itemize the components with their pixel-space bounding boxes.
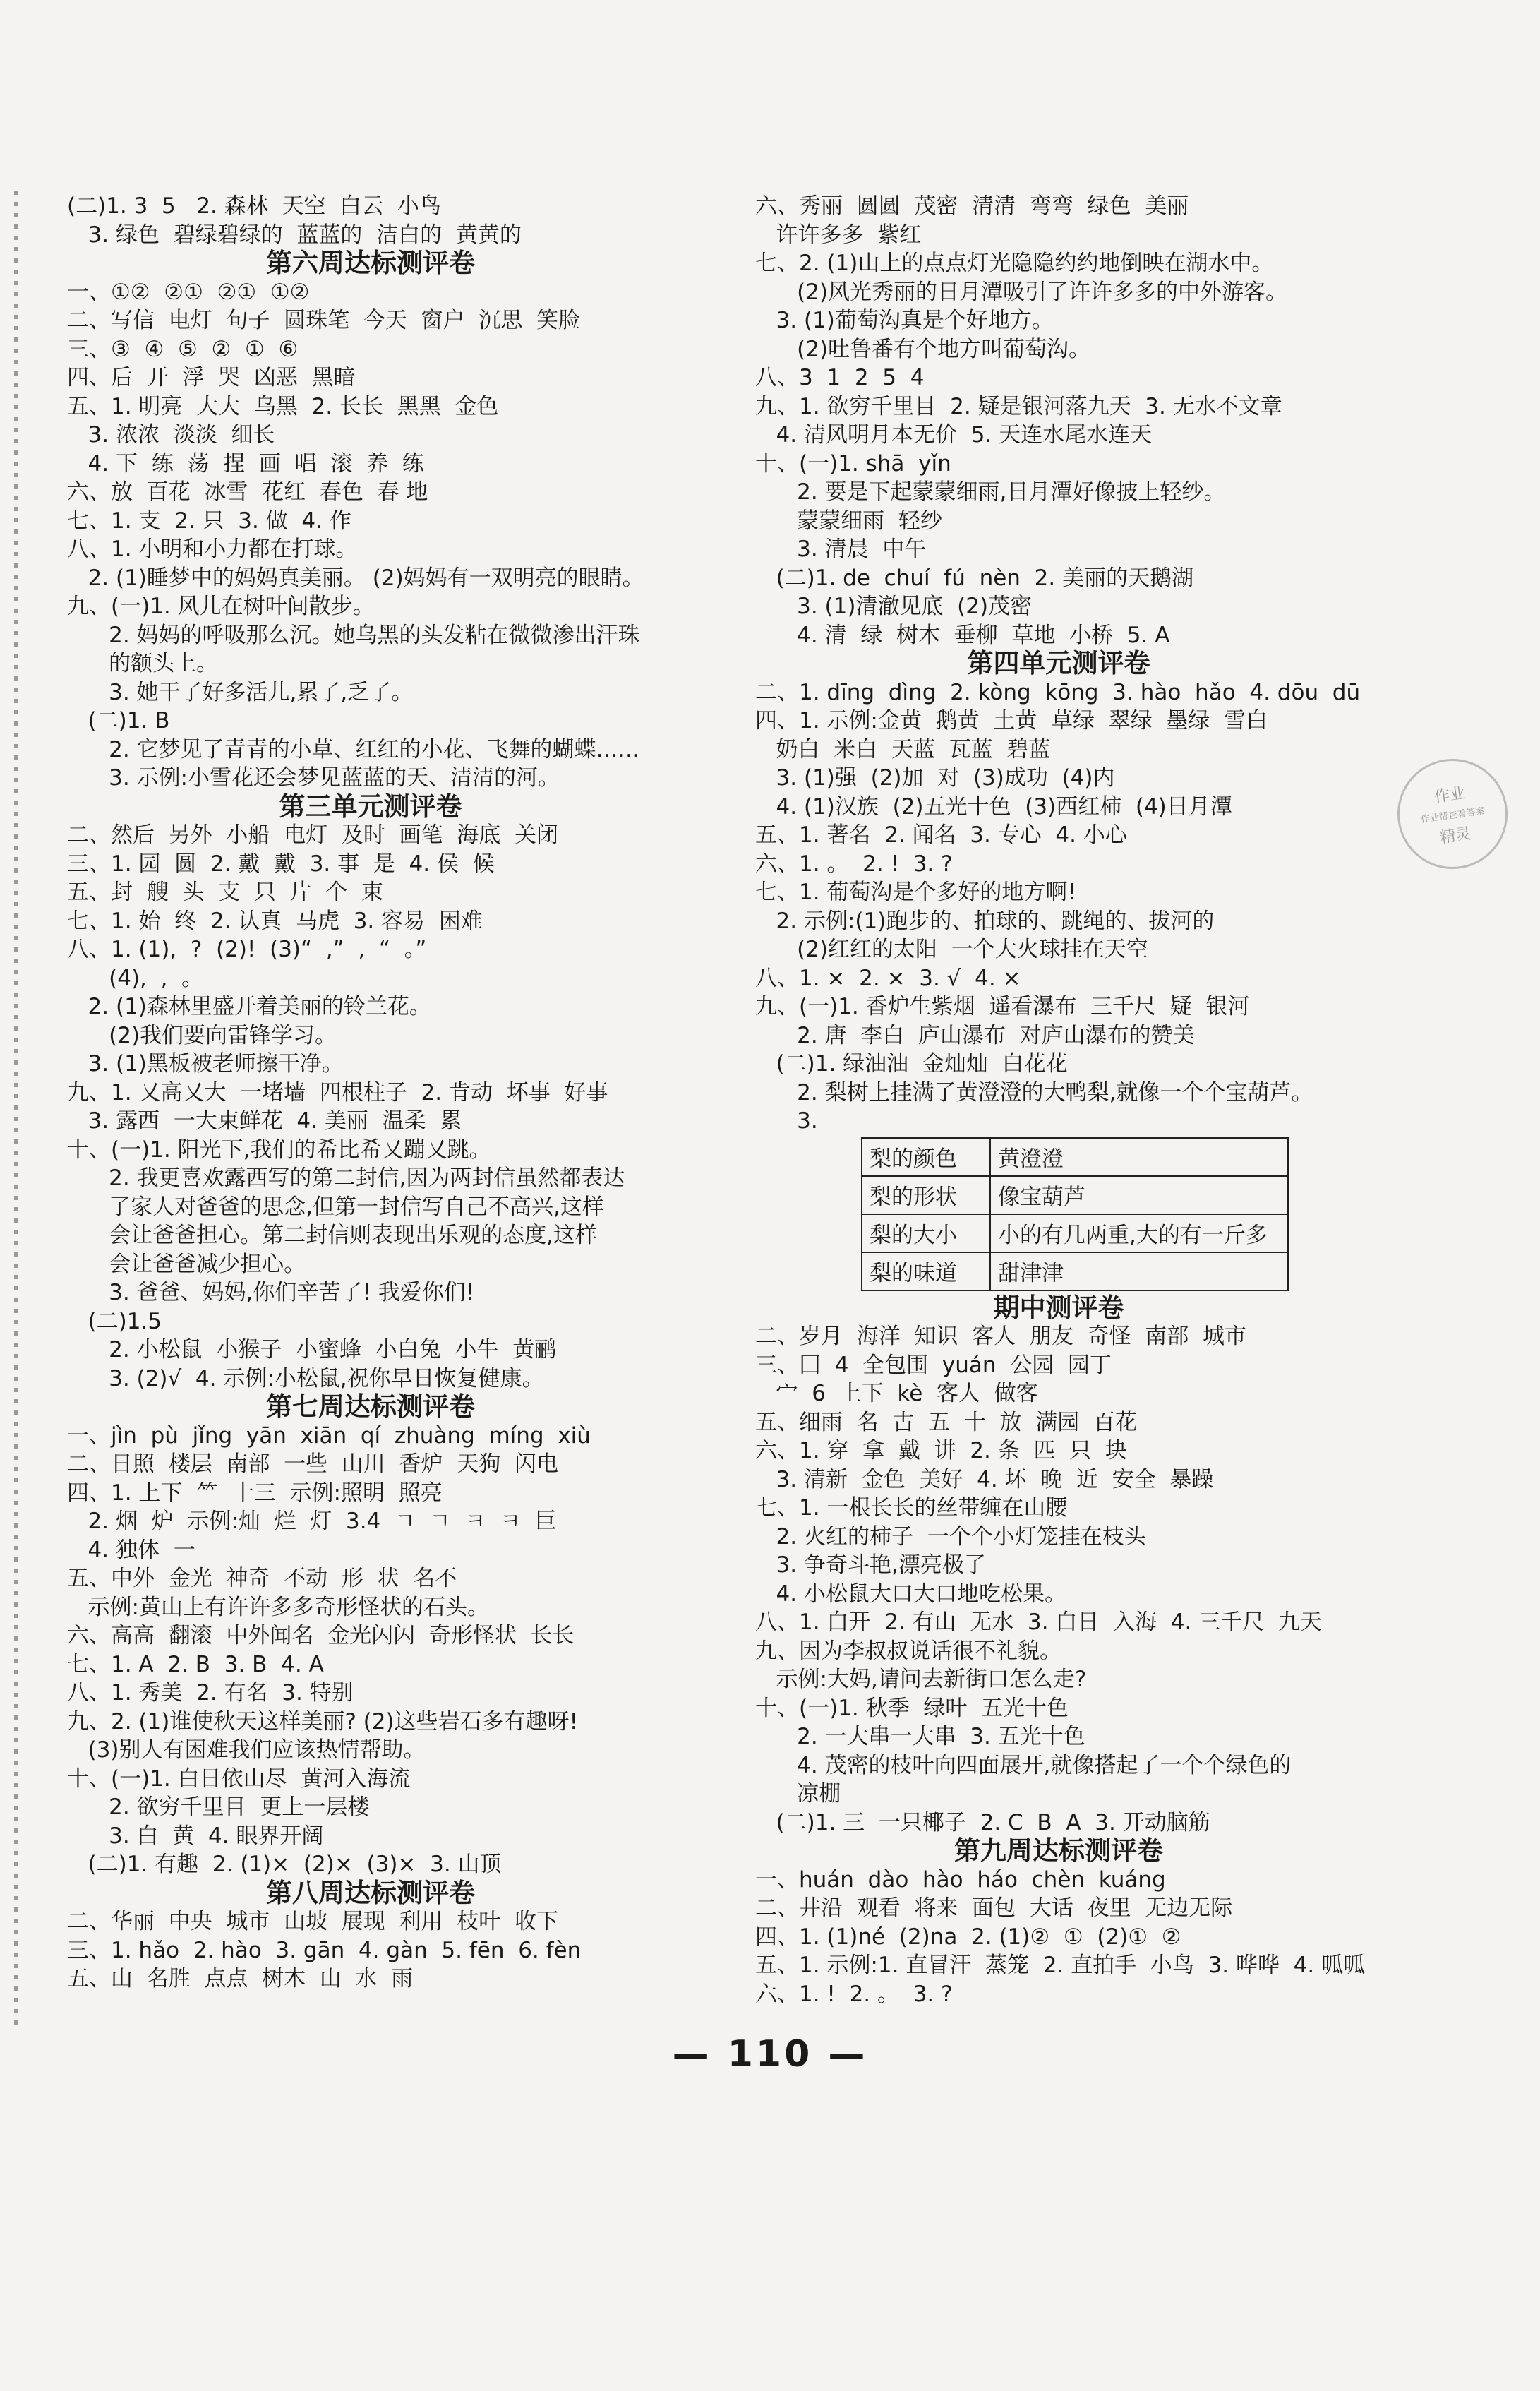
- answer-line: 奶白 米白 天蓝 瓦蓝 碧蓝: [755, 736, 1051, 762]
- answer-line: 九、1. 欲穷千里目 2. 疑是银河落九天 3. 无水不文章: [755, 393, 1282, 419]
- answer-line: 二、岁月 海洋 知识 客人 朋友 奇怪 南部 城市: [755, 1324, 1246, 1349]
- section-heading: 第九周达标测评卷: [954, 1835, 1163, 1866]
- answer-line: 3.: [755, 1108, 818, 1134]
- answer-line: 3. 浓浓 淡淡 细长: [67, 422, 275, 448]
- table-cell-key: 梨的形状: [862, 1176, 990, 1214]
- answer-line: 五、中外 金光 神奇 不动 形 状 名不: [67, 1566, 457, 1591]
- left-column: [67, 192, 745, 1994]
- stamp-middle-text: 作业帮查看答案: [1420, 805, 1486, 825]
- answer-line: 三、囗 4 全包围 yuán 公园 园丁: [755, 1352, 1112, 1378]
- answer-line: 四、1. 上下 ⺮ 十三 示例:照明 照亮: [67, 1480, 443, 1506]
- answer-line: 3. 爸爸、妈妈,你们辛苦了! 我爱你们!: [67, 1280, 475, 1305]
- section-heading: 期中测评卷: [993, 1292, 1124, 1323]
- answer-line: 九、(一)1. 风儿在树叶间散步。: [67, 594, 375, 619]
- answer-line: 十、(一)1. 白日依山尽 黄河入海流: [67, 1766, 411, 1792]
- answer-line: 2. (1)森林里盛开着美丽的铃兰花。: [67, 994, 431, 1019]
- section-heading: 第七周达标测评卷: [266, 1391, 475, 1422]
- answer-line: 4. 清风明月本无价 5. 天连水尾水连天: [755, 422, 1153, 448]
- answer-line: 九、(一)1. 香炉生紫烟 遥看瀑布 三千尺 疑 银河: [755, 994, 1250, 1019]
- answer-line: 七、2. (1)山上的点点灯光隐隐约约地倒映在湖水中。: [755, 251, 1274, 276]
- answer-line: 七、1. 始 终 2. 认真 马虎 3. 容易 困难: [67, 908, 483, 934]
- section-heading: 第八周达标测评卷: [266, 1877, 475, 1908]
- answer-line: 二、1. dīng dìng 2. kòng kōng 3. hào hǎo 4. dōu dū: [755, 679, 1361, 705]
- answer-line: 2. 烟 炉 示例:灿 烂 灯 3.4 ㄱ ㄱ ㅋ ㅋ 巨: [67, 1509, 557, 1534]
- answer-line: (4), , 。: [67, 965, 204, 991]
- answer-line: 六、1. 穿 拿 戴 讲 2. 条 匹 只 块: [755, 1438, 1127, 1463]
- answer-line: (2)我们要向雷锋学习。: [67, 1022, 337, 1048]
- answer-line: 3. 绿色 碧绿碧绿的 蓝蓝的 洁白的 黄黄的: [67, 222, 522, 248]
- answer-line: 七、1. 一根长长的丝带缠在山腰: [755, 1495, 1068, 1521]
- answer-line: (二)1. 绿油油 金灿灿 白花花: [755, 1051, 1068, 1077]
- answer-line: 3. (1)黑板被老师擦干净。: [67, 1051, 344, 1077]
- table-row: [862, 1252, 1288, 1290]
- answer-line: 宀 6 上下 kè 客人 做客: [755, 1381, 1038, 1406]
- answer-line: 三、1. hǎo 2. hào 3. gān 4. gàn 5. fēn 6. fèn: [67, 1937, 582, 1963]
- answer-line: 五、1. 著名 2. 闻名 3. 专心 4. 小心: [755, 822, 1127, 848]
- answer-line: (2)红红的太阳 一个大火球挂在天空: [755, 937, 1148, 962]
- answer-line: 十、(一)1. 阳光下,我们的希比希又蹦又跳。: [67, 1137, 491, 1163]
- answer-line: 3. 白 黄 4. 眼界开阔: [67, 1823, 324, 1849]
- table-cell-value: 小的有几两重,大的有一斤多: [990, 1214, 1288, 1252]
- answer-line: (2)吐鲁番有个地方叫葡萄沟。: [755, 336, 1091, 362]
- pear-info-table: [861, 1137, 1289, 1291]
- answer-line: 2. 示例:(1)跑步的、拍球的、跳绳的、拔河的: [755, 908, 1215, 934]
- answer-line: 七、1. A 2. B 3. B 4. A: [67, 1651, 324, 1677]
- answer-line: 2. 火红的柿子 一个个小灯笼挂在枝头: [755, 1523, 1146, 1550]
- answer-line: (3)别人有困难我们应该热情帮助。: [67, 1737, 426, 1763]
- table-row: [862, 1176, 1288, 1214]
- stamp-top-text: 作业: [1433, 784, 1467, 806]
- answer-line: 4. 小松鼠大口大口地吃松果。: [755, 1581, 1066, 1607]
- answer-line: 4. (1)汉族 (2)五光十色 (3)西红柿 (4)日月潭: [755, 793, 1232, 820]
- answer-line: 2. (1)睡梦中的妈妈真美丽。 (2)妈妈有一双明亮的眼睛。: [67, 565, 644, 591]
- answer-line: 2. 欲穷千里目 更上一层楼: [67, 1794, 370, 1820]
- page-number: — 110 —: [672, 2033, 868, 2075]
- answer-line: 3. 她干了好多活儿,累了,乏了。: [67, 679, 414, 705]
- answer-line: 会让爸爸担心。第二封信则表现出乐观的态度,这样: [67, 1223, 597, 1248]
- answer-line: 八、1. (1), ? (2)! (3)“ ,” , “ 。”: [67, 937, 427, 962]
- answer-line: (2)风光秀丽的日月潭吸引了许许多多的中外游客。: [755, 279, 1288, 305]
- answer-line: (二)1. 有趣 2. (1)× (2)× (3)× 3. 山顶: [67, 1852, 502, 1877]
- answer-line: 八、3 1 2 5 4: [755, 365, 925, 390]
- answer-line: 三、1. 园 圆 2. 戴 戴 3. 事 是 4. 侯 候: [67, 851, 495, 877]
- answer-line: (二)1. B: [67, 708, 170, 733]
- answer-line: 许许多多 紫红: [755, 222, 922, 248]
- answer-line: 会让爸爸减少担心。: [67, 1251, 306, 1277]
- answer-line: 3. 争奇斗艳,漂亮极了: [755, 1552, 986, 1578]
- answer-line: 示例:大妈,请问去新街口怎么走?: [755, 1667, 1087, 1692]
- answer-line: 2. 我更喜欢露西写的第二封信,因为两封信虽然都表达: [67, 1165, 625, 1191]
- answer-line: 四、1. 示例:金黄 鹅黄 土黄 草绿 翠绿 墨绿 雪白: [755, 708, 1268, 733]
- answer-line: 五、细雨 名 古 五 十 放 满园 百花: [755, 1409, 1137, 1435]
- answer-line: 3. 示例:小雪花还会梦见蓝蓝的天、清清的河。: [67, 765, 560, 791]
- table-row: [862, 1138, 1288, 1176]
- answer-line: 六、1. 。 2. ! 3. ?: [755, 851, 953, 877]
- answer-line: 九、1. 又高又大 一堵墙 四根柱子 2. 肯动 坏事 好事: [67, 1079, 608, 1105]
- answer-line: 二、写信 电灯 句子 圆珠笔 今天 窗户 沉思 笑脸: [67, 308, 580, 333]
- answer-line: (二)1. de chuí fú nèn 2. 美丽的天鹅湖: [755, 565, 1194, 591]
- answer-line: 4. 茂密的枝叶向四面展开,就像搭起了一个个绿色的: [755, 1752, 1292, 1778]
- answer-line: 3. (2)√ 4. 示例:小松鼠,祝你早日恢复健康。: [67, 1365, 544, 1391]
- answer-line: 六、高高 翻滚 中外闻名 金光闪闪 奇形怪状 长长: [67, 1623, 575, 1648]
- answer-line: 七、1. 葡萄沟是个多好的地方啊!: [755, 880, 1076, 905]
- answer-line: 五、1. 示例:1. 直冒汗 蒸笼 2. 直拍手 小鸟 3. 哗哗 4. 呱呱: [755, 1953, 1366, 1978]
- answer-line: 四、后 开 浮 哭 凶恶 黑暗: [67, 365, 356, 390]
- answer-line: 四、1. (1)né (2)na 2. (1)② ① (2)① ②: [755, 1924, 1181, 1950]
- answer-line: 二、井沿 观看 将来 面包 大话 夜里 无边无际: [755, 1895, 1233, 1921]
- answer-line: 十、(一)1. shā yǐn: [755, 450, 951, 477]
- section-heading: 第三单元测评卷: [279, 791, 462, 822]
- answer-line: 一、huán dào hào háo chèn kuáng: [755, 1866, 1166, 1893]
- answer-line: 一、jìn pù jǐng yān xiān qí zhuàng míng xiù: [67, 1422, 591, 1449]
- table-cell-value: 像宝葫芦: [990, 1176, 1288, 1214]
- answer-line: 二、然后 另外 小船 电灯 及时 画笔 海底 关闭: [67, 822, 558, 848]
- answer-line: 3. (1)葡萄沟真是个好地方。: [755, 308, 1054, 333]
- table-cell-key: 梨的味道: [862, 1252, 990, 1290]
- answer-line: 4. 清 绿 树木 垂柳 草地 小桥 5. A: [755, 622, 1170, 648]
- answer-line: 二、华丽 中央 城市 山坡 展现 利用 枝叶 收下: [67, 1909, 558, 1934]
- table-cell-value: 黄澄澄: [990, 1138, 1288, 1176]
- answer-line: (二)1. 3 5 2. 森林 天空 白云 小鸟: [67, 193, 441, 219]
- answer-line: 七、1. 支 2. 只 3. 做 4. 作: [67, 508, 351, 534]
- answer-line: 3. (1)清澈见底 (2)茂密: [755, 594, 1033, 619]
- answer-line: 八、1. 白开 2. 有山 无水 3. 白日 入海 4. 三千尺 九天: [755, 1610, 1322, 1635]
- stamp-bottom-text: 精灵: [1438, 825, 1472, 847]
- answer-line: 3. (1)强 (2)加 对 (3)成功 (4)内: [755, 765, 1115, 791]
- answer-line: 3. 清晨 中午: [755, 537, 927, 562]
- answer-line: 五、山 名胜 点点 树木 山 水 雨: [67, 1966, 414, 1991]
- answer-line: 2. 要是下起蒙蒙细雨,日月潭好像披上轻纱。: [755, 479, 1226, 505]
- answer-line: 2. 梨树上挂满了黄澄澄的大鸭梨,就像一个个宝葫芦。: [755, 1079, 1313, 1105]
- answer-line: 三、③ ④ ⑤ ② ① ⑥: [67, 336, 299, 362]
- answer-line: 3. 露西 一大束鲜花 4. 美丽 温柔 累: [67, 1108, 462, 1134]
- answer-line: 2. 小松鼠 小猴子 小蜜蜂 小白兔 小牛 黄鹂: [67, 1337, 557, 1362]
- answer-line: 五、1. 明亮 大大 乌黑 2. 长长 黑黑 金色: [67, 393, 499, 419]
- table-cell-key: 梨的大小: [862, 1214, 990, 1252]
- answer-line: 示例:黄山上有许许多多奇形怪状的石头。: [67, 1594, 490, 1620]
- answer-line: 3. 清新 金色 美好 4. 坏 晚 近 安全 暴躁: [755, 1466, 1214, 1492]
- answer-line: 六、放 百花 冰雪 花红 春色 春 地: [67, 479, 428, 505]
- answer-line: 五、封 艘 头 支 只 片 个 束: [67, 880, 383, 905]
- answer-line: 2. 妈妈的呼吸那么沉。她乌黑的头发粘在微微渗出汗珠: [67, 622, 640, 648]
- answer-line: 一、①② ②① ②① ①②: [67, 279, 310, 305]
- answer-line: (二)1. 三 一只椰子 2. C B A 3. 开动脑筋: [755, 1809, 1210, 1835]
- answer-line: 蒙蒙细雨 轻纱: [755, 508, 942, 534]
- answer-line: 八、1. × 2. × 3. √ 4. ×: [755, 965, 1021, 991]
- table-cell-value: 甜津津: [990, 1252, 1288, 1290]
- page-left-border: [14, 191, 18, 2026]
- table-cell-key: 梨的颜色: [862, 1138, 990, 1176]
- answer-line: (二)1.5: [67, 1308, 162, 1334]
- answer-line: 4. 下 练 荡 捏 画 唱 滚 养 练: [67, 450, 424, 477]
- answer-line: 九、因为李叔叔说话很不礼貌。: [755, 1638, 1061, 1664]
- right-column: [755, 192, 1433, 2008]
- answer-line: 十、(一)1. 秋季 绿叶 五光十色: [755, 1695, 1069, 1721]
- section-heading: 第四单元测评卷: [967, 648, 1150, 678]
- answer-line: 2. 它梦见了青青的小草、红红的小花、飞舞的蝴蝶……: [67, 736, 640, 762]
- table-row: [862, 1214, 1288, 1252]
- answer-line: 九、2. (1)谁使秋天这样美丽? (2)这些岩石多有趣呀!: [67, 1708, 578, 1734]
- answer-line: 凉棚: [755, 1781, 841, 1806]
- answer-line: 六、1. ! 2. 。 3. ?: [755, 1981, 953, 2007]
- answer-line: 了家人对爸爸的思念,但第一封信写自己不高兴,这样: [67, 1194, 604, 1220]
- answer-line: 八、1. 小明和小力都在打球。: [67, 537, 358, 562]
- answer-line: 2. 唐 李白 庐山瀑布 对庐山瀑布的赞美: [755, 1022, 1195, 1048]
- answer-line: 二、日照 楼层 南部 一些 山川 香炉 天狗 闪电: [67, 1451, 558, 1477]
- answer-line: 的额头上。: [67, 651, 219, 676]
- answer-line: 六、秀丽 圆圆 茂密 清清 弯弯 绿色 美丽: [755, 193, 1189, 219]
- section-heading: 第六周达标测评卷: [266, 248, 475, 278]
- answer-line: 4. 独体 一: [67, 1537, 195, 1563]
- answer-line: 2. 一大串一大串 3. 五光十色: [755, 1724, 1085, 1749]
- answer-line: 八、1. 秀美 2. 有名 3. 特别: [67, 1680, 354, 1706]
